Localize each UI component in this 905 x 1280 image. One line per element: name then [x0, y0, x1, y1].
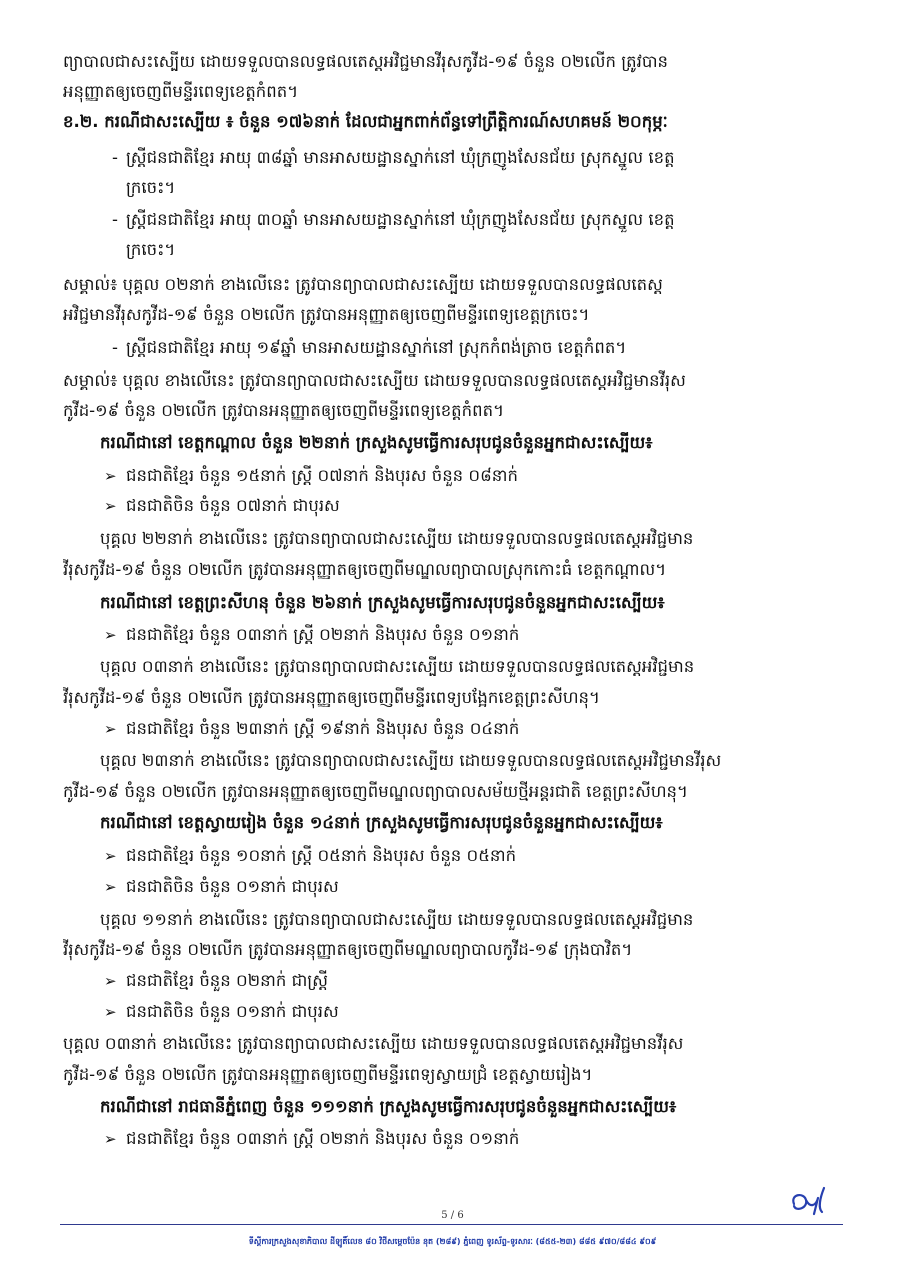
list-item-text: ស្ត្រីជនជាតិខ្មែរ អាយុ ១៩ឆ្នាំ មានអាសយដ្ឋានស្នាក់នៅ ស្រុកកំពង់ត្រាច ខេត្តកំពត។ — [126, 338, 627, 357]
arrow-bullet-icon: ➢ — [104, 467, 117, 485]
list-item-text: ជនជាតិខ្មែរ ចំនួន ២៣នាក់ ស្ត្រី ១៩នាក់ និងបុរស ចំនួន ០៤នាក់ — [126, 719, 520, 738]
text-line: វីរុសកូវីដ-១៩ ចំនួន ០២លើក ត្រូវបានអនុញ្ញាតឲ្យចេញពីមន្ទីរពេទ្យបង្អែកខេត្តព្រះសីហនុ។ — [63, 688, 600, 707]
list-item-text: ជនជាតិខ្មែរ ចំនួន ១៥នាក់ ស្ត្រី ០៧នាក់ និងបុរស ចំនួន ០៨នាក់ — [126, 466, 518, 485]
list-item — [104, 714, 843, 744]
arrow-bullet-icon: ➢ — [104, 972, 117, 990]
list-item — [112, 333, 843, 363]
text-line: ព្យាបាលជាសះស្បើយ ដោយទទួលបានលទ្ធផលតេស្តអវិជ្ជមានវីរុសកូវីដ-១៩ ចំនួន ០២លើក ត្រូវបាន — [63, 52, 668, 71]
text-line: កូវីដ-១៩ ចំនួន ០២លើក ត្រូវបានអនុញ្ញាតឲ្យចេញពីមន្ទីរពេទ្យខេត្តកំពត។ — [63, 401, 504, 420]
list-item-text: ជនជាតិចិន ចំនួន ០៧នាក់ ជាបុរស — [126, 496, 340, 515]
list-item-text: ជនជាតិចិន ចំនួន ០១នាក់ ជាបុរស — [126, 877, 339, 896]
arrow-bullet-icon: ➢ — [104, 1003, 117, 1021]
list-item-text: ស្ត្រីជនជាតិខ្មែរ អាយុ ៣៨ឆ្នាំ មានអាសយដ្ឋានស្នាក់នៅ ឃុំក្រញូងសែនជ័យ ស្រុកស្នួល ខេត្ត — [126, 148, 675, 167]
list-item-text: ជនជាតិខ្មែរ ចំនួន ០២នាក់ ជាស្ត្រី — [126, 971, 328, 990]
footer-address: ទីស្តីការក្រសួងសុខាភិបាល ដីឡូតិ៍លេខ ៨០ វិថីសម្តេចប៉ែន នុត (២៨៩) ភ្នំពេញ ទូរស័ព្ទ-ទូរសារៈ (៨៥៥-២៣) ៨៨៥ ៩៧០/៨៨៤ ៩០៩ — [248, 1237, 657, 1246]
note-line: សម្គាល់៖ បុគ្គល ខាងលើនេះ ត្រូវបានព្យាបាលជាសះស្បើយ ដោយទទួលបានលទ្ធផលតេស្តអវិជ្ជមានវីរុស — [63, 371, 686, 390]
section-heading: ករណីជានៅ ខេត្តព្រះសីហនុ ចំនួន ២៦នាក់ ក្រសួងសូមធ្វើការសរុបជូនចំនួនអ្នកជាសះស្បើយ៖ — [100, 593, 665, 612]
list-item — [104, 872, 843, 902]
text-line: បុគ្គល ០៣នាក់ ខាងលើនេះ ត្រូវបានព្យាបាលជាសះស្បើយ ដោយទទួលបានលទ្ធផលតេស្តអវិជ្ជមានវីរុស — [63, 1034, 684, 1053]
text-line: វីរុសកូវីដ-១៩ ចំនួន ០២លើក ត្រូវបានអនុញ្ញាតឲ្យចេញពីមណ្ឌលព្យាបាលកូវីដ-១៩ ក្រុងបាវិត។ — [63, 940, 633, 959]
page-number: 5 / 6 — [441, 1210, 464, 1221]
list-item-text: ស្ត្រីជនជាតិខ្មែរ អាយុ ៣០ឆ្នាំ មានអាសយដ្ឋានស្នាក់នៅ ឃុំក្រញូងសែនជ័យ ស្រុកស្នួល ខេត្ត — [126, 210, 675, 229]
list-item-text: ជនជាតិខ្មែរ ចំនួន ០៣នាក់ ស្ត្រី ០២នាក់ និងបុរស ចំនួន ០១នាក់ — [126, 625, 520, 644]
list-item — [112, 143, 843, 173]
arrow-bullet-icon: ➢ — [104, 847, 117, 865]
list-item — [104, 966, 843, 996]
list-item-text: ជនជាតិខ្មែរ ចំនួន ០៣នាក់ ស្ត្រី ០២នាក់ និងបុរស ចំនួន ០១នាក់ — [126, 1129, 520, 1148]
list-item — [104, 620, 843, 650]
text-line: អវិជ្ជមានវីរុសកូវីដ-១៩ ចំនួន ០២លើក ត្រូវបានអនុញ្ញាតឲ្យចេញពីមន្ទីរពេទ្យខេត្តក្រចេះ។ — [63, 305, 590, 324]
dash-icon: - — [112, 148, 118, 167]
list-item — [104, 461, 843, 491]
text-line: កូវីដ-១៩ ចំនួន ០២លើក ត្រូវបានអនុញ្ញាតឲ្យចេញពីមណ្ឌលព្យាបាលសម័យថ្មីអន្តរជាតិ ខេត្តព្រះសីហនុ។ — [63, 782, 688, 801]
text-line: ក្រចេះ។ — [126, 178, 176, 197]
text-line: អនុញ្ញាតឲ្យចេញពីមន្ទីរពេទ្យខេត្តកំពត។ — [63, 82, 299, 101]
section-heading: ខ.២. ករណីជាសះស្បើយ ៖ ចំនួន ១៧៦នាក់ ដែលជាអ្នកពាក់ព័ន្ធទៅព្រឹត្តិការណ៍សហគមន៍ ២០កុម្ភៈ — [63, 112, 668, 131]
dash-icon: - — [112, 338, 118, 357]
text-line: កូវីដ-១៩ ចំនួន ០២លើក ត្រូវបានអនុញ្ញាតឲ្យចេញពីមន្ទីរពេទ្យស្វាយជ្រំ ខេត្តស្វាយរៀង។ — [63, 1065, 593, 1084]
text-line: បុគ្គល ១១នាក់ ខាងលើនេះ ត្រូវបានព្យាបាលជាសះស្បើយ ដោយទទួលបានលទ្ធផលតេស្តអវិជ្ជមាន — [100, 910, 694, 929]
list-item — [104, 491, 843, 521]
text-line: បុគ្គល ២២នាក់ ខាងលើនេះ ត្រូវបានព្យាបាលជាសះស្បើយ ដោយទទួលបានលទ្ធផលតេស្តអវិជ្ជមាន — [100, 529, 694, 548]
list-item-text: ជនជាតិខ្មែរ ចំនួន ១០នាក់ ស្ត្រី ០៥នាក់ និងបុរស ចំនួន ០៥នាក់ — [126, 846, 517, 865]
list-item — [104, 841, 843, 871]
list-item — [112, 205, 843, 235]
arrow-bullet-icon: ➢ — [104, 626, 117, 644]
arrow-bullet-icon: ➢ — [104, 878, 117, 896]
section-heading: ករណីជានៅ ខេត្តស្វាយរៀង ចំនួន ១៤នាក់ ក្រសួងសូមធ្វើការសរុបជូនចំនួនអ្នកជាសះស្បើយ៖ — [100, 813, 663, 832]
text-line: បុគ្គល ២៣នាក់ ខាងលើនេះ ត្រូវបានព្យាបាលជាសះស្បើយ ដោយទទួលបានលទ្ធផលតេស្តអវិជ្ជមានវីរុស — [100, 751, 722, 770]
section-heading: ករណីជានៅ រាជធានីភ្នំពេញ ចំនួន ១១១នាក់ ក្រសួងសូមធ្វើការសរុបជូនចំនួនអ្នកជាសះស្បើយ៖ — [100, 1097, 677, 1116]
note-line: សម្គាល់៖ បុគ្គល ០២នាក់ ខាងលើនេះ ត្រូវបានព្យាបាលជាសះស្បើយ ដោយទទួលបានលទ្ធផលតេស្ត — [63, 275, 663, 294]
text-line: បុគ្គល ០៣នាក់ ខាងលើនេះ ត្រូវបានព្យាបាលជាសះស្បើយ ដោយទទួលបានលទ្ធផលតេស្តអវិជ្ជមាន — [100, 657, 695, 676]
list-item — [104, 997, 843, 1027]
section-heading: ករណីជានៅ ខេត្តកណ្តាល ចំនួន ២២នាក់ ក្រសួងសូមធ្វើការសរុបជូនចំនួនអ្នកជាសះស្បើយ៖ — [100, 433, 653, 452]
text-line: ក្រចេះ។ — [126, 240, 176, 259]
dash-icon: - — [112, 210, 118, 229]
list-item-text: ជនជាតិចិន ចំនួន ០១នាក់ ជាបុរស — [126, 1002, 339, 1021]
arrow-bullet-icon: ➢ — [104, 497, 117, 515]
list-item — [104, 1124, 843, 1154]
arrow-bullet-icon: ➢ — [104, 720, 117, 738]
footer-divider — [60, 1224, 843, 1225]
arrow-bullet-icon: ➢ — [104, 1130, 117, 1148]
text-line: វីរុសកូវីដ-១៩ ចំនួន ០២លើក ត្រូវបានអនុញ្ញាតឲ្យចេញពីមណ្ឌលព្យាបាលស្រុកកោះធំ ខេត្តកណ្តាល។ — [63, 560, 667, 579]
